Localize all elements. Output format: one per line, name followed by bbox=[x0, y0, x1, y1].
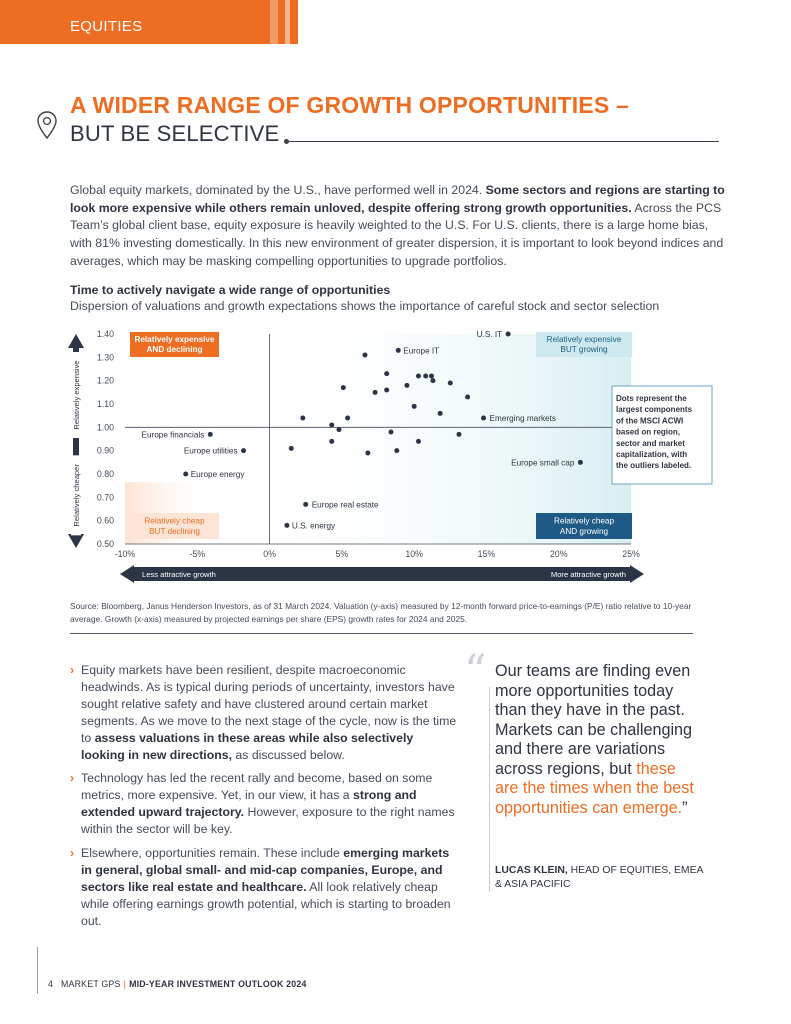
page-footer bbox=[48, 979, 307, 989]
chevron-right-icon: › bbox=[70, 663, 75, 677]
data-point bbox=[329, 439, 334, 444]
bullet-text: However, exposure to the right names within the sector will be key. bbox=[81, 805, 455, 836]
data-point-label: U.S. IT bbox=[476, 330, 503, 339]
intro-emphasis: Some sectors and regions are starting to look more expensive while others remain unloved, despite offering strong growth opportunities. bbox=[70, 183, 725, 215]
data-point bbox=[208, 432, 213, 437]
pull-quote bbox=[495, 662, 700, 818]
data-point bbox=[345, 416, 350, 421]
bullet-emphasis: assess valuations in these areas while also selectively looking in new directions, bbox=[81, 731, 414, 762]
bullet-item bbox=[70, 662, 460, 764]
source-note: Source: Bloomberg, Janus Henderson Investors, as of 31 March 2024. Valuation (y-axis) measured by 12-month forward price-to-earnings (P/E) ratio relative to 10-year average. Growth (x-axis) measured by projected earnings per share (EPS) growth rates for 2024 and 2025. bbox=[70, 601, 692, 624]
data-point bbox=[456, 432, 461, 437]
data-point bbox=[289, 446, 294, 451]
data-point-label: Europe real estate bbox=[311, 500, 379, 510]
note-text: sector and market bbox=[616, 438, 685, 448]
chart-subtitle: Dispersion of valuations and growth expectations shows the importance of careful stock and sector selection bbox=[70, 299, 660, 313]
data-point-label: Europe small cap bbox=[511, 458, 575, 468]
y-tick-label: 0.80 bbox=[96, 469, 114, 479]
note-text: based on region, bbox=[616, 427, 681, 437]
y-axis-label-bottom: Relatively cheaper bbox=[72, 464, 81, 527]
y-tick-label: 0.50 bbox=[96, 539, 114, 549]
data-point bbox=[481, 416, 486, 421]
quote-text: Our teams are finding even more opportunities today than they have in the past. Markets can be challenging and there are variations across regions, but bbox=[495, 662, 693, 778]
bullet-text: Elsewhere, opportunities remain. These include bbox=[81, 846, 344, 860]
data-point bbox=[578, 460, 583, 465]
quote-mark-icon: “ bbox=[464, 646, 487, 697]
y-axis-label-top: Relatively expensive bbox=[72, 360, 81, 430]
note-text: the outliers labeled. bbox=[616, 461, 692, 471]
data-point bbox=[506, 332, 511, 337]
y-tick-label: 1.30 bbox=[96, 352, 114, 363]
data-point bbox=[362, 353, 367, 358]
x-tick-label: 25% bbox=[622, 549, 640, 559]
bullet-text: Technology has led the recent rally and become, based on some metrics, more expensive. Yet, in our view, it has a bbox=[81, 771, 433, 802]
bullet-text: as discussed below. bbox=[232, 748, 345, 762]
data-point-label: Europe utilities bbox=[183, 446, 238, 456]
x-axis-label-right: More attractive growth bbox=[550, 570, 626, 579]
chart-title: Time to actively navigate a wide range of opportunities bbox=[70, 283, 391, 297]
note-text: Dots represent the bbox=[616, 394, 687, 403]
footer-separator: | bbox=[123, 979, 127, 989]
data-point bbox=[438, 411, 443, 416]
data-point bbox=[384, 371, 389, 376]
quote-role: HEAD OF EQUITIES, EMEA & ASIA PACIFIC bbox=[495, 865, 703, 890]
bullet-text: Equity markets have been resilient, despite macroeconomic headwinds. As is typical during periods of uncertainty, investors have sought relative safety and have clustered around certain market segments. As we move to the next stage of the cycle, now is the time to bbox=[81, 663, 457, 745]
note-text: largest components bbox=[616, 405, 693, 415]
footer-title: MID-YEAR INVESTMENT OUTLOOK 2024 bbox=[129, 979, 307, 989]
x-tick-label: -10% bbox=[114, 549, 136, 559]
x-tick-label: 5% bbox=[335, 549, 349, 559]
data-point bbox=[365, 451, 370, 456]
quadrant-label-top-left: AND declining bbox=[146, 345, 203, 354]
quadrant-label-top-left: Relatively expensive bbox=[134, 335, 215, 344]
quadrant-label-bottom-right: Relatively cheap bbox=[553, 516, 615, 526]
data-point bbox=[373, 390, 378, 395]
data-point bbox=[416, 374, 421, 379]
data-point bbox=[429, 374, 434, 379]
note-text: capitalization, with bbox=[616, 450, 688, 459]
quadrant-label-bottom-left: BUT declining bbox=[149, 527, 200, 536]
x-tick-label: 20% bbox=[549, 549, 568, 559]
x-axis-label-left: Less attractive growth bbox=[142, 570, 216, 579]
footer-rule bbox=[37, 947, 38, 994]
data-point bbox=[430, 378, 435, 383]
growth-zone-shading bbox=[270, 334, 631, 544]
data-point bbox=[412, 404, 417, 409]
data-point bbox=[384, 388, 389, 393]
intro-text: Across the PCS Team’s global client base, equity exposure is heavily weighted to the U.S. For U.S. clients, there is a large home bias, with 81% investing domestically. In this new environment of greater dispersion, it is important to look beyond indices and averages, which may be masking compelling opportunities to upgrade portfolios. bbox=[70, 200, 724, 268]
header-stripe bbox=[285, 0, 290, 44]
bullet-text: All look relatively cheap while offering earnings growth potential, which is starting to broaden out. bbox=[81, 880, 451, 928]
bullet-emphasis: emerging markets in general, global small- and mid-cap companies, Europe, and sectors like real estate and healthcare. bbox=[81, 846, 450, 894]
data-point bbox=[183, 472, 188, 477]
x-tick-label: -5% bbox=[189, 549, 206, 559]
y-tick-label: 0.70 bbox=[96, 492, 114, 503]
data-point bbox=[341, 385, 346, 390]
y-tick-label: 1.00 bbox=[96, 422, 114, 433]
quadrant-label-bottom-right: AND growing bbox=[559, 527, 609, 536]
arrow-down-icon bbox=[68, 534, 84, 548]
title-rule bbox=[287, 141, 719, 142]
y-tick-label: 0.90 bbox=[96, 445, 114, 456]
bullet-emphasis: strong and extended upward trajectory. bbox=[81, 788, 417, 819]
quote-rule bbox=[489, 687, 490, 892]
bullet-item bbox=[70, 845, 460, 930]
y-tick-label: 0.60 bbox=[96, 515, 114, 526]
data-point-label: U.S. energy bbox=[291, 521, 336, 531]
data-point-label: Emerging markets bbox=[489, 414, 556, 423]
section-header-tab bbox=[0, 0, 298, 44]
chevron-right-icon: › bbox=[70, 846, 75, 860]
data-point bbox=[389, 430, 394, 435]
intro-text: Global equity markets, dominated by the U.S., have performed well in 2024. bbox=[70, 183, 486, 197]
data-point bbox=[404, 383, 409, 388]
data-point bbox=[423, 374, 428, 379]
data-point bbox=[241, 448, 246, 453]
x-tick-label: 10% bbox=[405, 549, 423, 559]
header-stripe bbox=[270, 0, 278, 44]
page-number: 4 bbox=[48, 979, 54, 989]
bullet-item bbox=[70, 770, 460, 838]
data-point bbox=[303, 502, 308, 507]
note-text: of the MSCI ACWI bbox=[616, 416, 684, 426]
location-pin-icon bbox=[36, 110, 58, 142]
data-point-label: Europe energy bbox=[190, 470, 245, 479]
data-point bbox=[336, 427, 341, 432]
quote-attribution bbox=[495, 864, 705, 891]
data-point bbox=[448, 381, 453, 386]
arrow-right-icon bbox=[630, 565, 644, 583]
data-point bbox=[394, 448, 399, 453]
arrow-up-icon bbox=[68, 334, 84, 348]
quote-author: LUCAS KLEIN, bbox=[495, 865, 568, 876]
arrow-left-icon bbox=[120, 565, 134, 583]
data-point-label: Europe financials bbox=[141, 430, 205, 440]
data-point bbox=[465, 395, 470, 400]
data-point bbox=[416, 439, 421, 444]
data-point-label: Europe IT bbox=[403, 346, 440, 356]
y-tick-label: 1.40 bbox=[96, 329, 114, 339]
quadrant-label-bottom-left: Relatively cheap bbox=[144, 516, 205, 526]
y-tick-label: 1.20 bbox=[96, 375, 114, 386]
data-point bbox=[300, 416, 305, 421]
quote-highlight: these are the times when the best opportunities can emerge. bbox=[495, 759, 694, 817]
data-point bbox=[329, 423, 334, 428]
intro-paragraph bbox=[70, 182, 725, 271]
data-point bbox=[284, 523, 289, 528]
footer-section: MARKET GPS bbox=[61, 979, 121, 989]
section-label: EQUITIES bbox=[70, 18, 143, 35]
quadrant-label-top-right: Relatively expensive bbox=[546, 335, 622, 344]
page-title-line1: A WIDER RANGE OF GROWTH OPPORTUNITIES – bbox=[70, 92, 629, 118]
data-point bbox=[396, 348, 401, 353]
chevron-right-icon: › bbox=[70, 771, 75, 785]
scatter-chart bbox=[60, 322, 720, 587]
y-tick-label: 1.10 bbox=[96, 399, 114, 409]
x-tick-label: 0% bbox=[263, 549, 276, 559]
x-tick-label: 15% bbox=[477, 549, 496, 559]
page-title-line2: BUT BE SELECTIVE bbox=[70, 121, 280, 146]
quote-close: ” bbox=[682, 798, 688, 817]
source-rule bbox=[70, 633, 693, 634]
quadrant-label-top-right: BUT growing bbox=[560, 345, 608, 354]
